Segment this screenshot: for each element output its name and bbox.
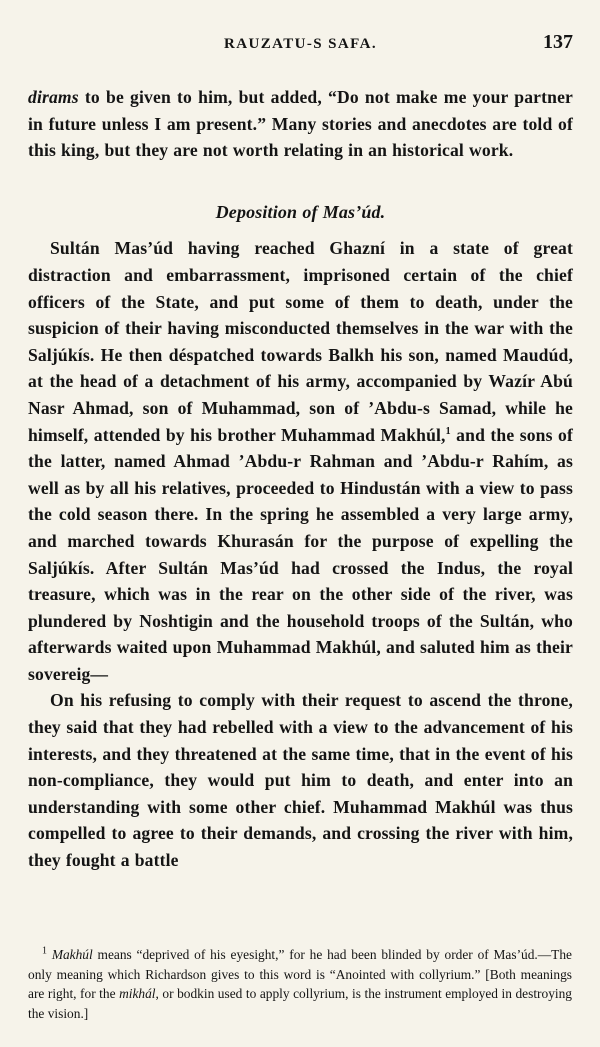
footnote-term-mikhal: mikhál [119,986,156,1002]
footnote-reference: 1 [445,425,451,437]
footnote [28,945,572,1023]
paragraph-continuation [28,84,573,164]
footnote-text [28,945,572,1023]
footnote-text-part2: , or bodkin used to apply collyrium, is the instrument employed in destroying the vision.] [28,986,572,1021]
footnote-term-makhul: Makhúl [51,947,93,962]
page-number: 137 [543,31,573,53]
paragraph-deposition-text-a: Sultán Mas’úd having reached Ghazní in a state of great distraction and embarrassment, imprisoned certain of the chief officers of the State, and put some of them to death, under the suspicion of their having misconducted themselves in the war with the Saljúkís. He then déspatched towards Balkh his son, named Maudúd, at the head of a detachment of his army, accompanied by Wazír Abú Nasr Ahmad, son of Muhammad, son of ’Abdu-s Samad, while he himself, attended by his brother Muhammad Makhúl, [28,238,573,445]
section-heading-text: Deposition of Mas’úd. [215,201,386,222]
paragraph-refusal: On his refusing to comply with their request to ascend the throne, they said that they had rebelled with a view to the advancement of his interests, and they threatened at the same time, that in the event of his non-compliance, they would put him to death, and enter into an understanding with some other chief. Muhammad Makhúl was thus compelled to agree to their demands, and crossing the river with him, they fought a battle [28,690,573,871]
footnote-marker: 1 [42,945,47,957]
main-text [28,84,573,874]
footnote-text-part1: means “deprived of his eyesight,” for he had been blinded by order of Mas’úd.—The only meaning which Richardson gives to this word is “Anointed with collyrium.” [Both meanings are right, for the [28,947,572,1002]
paragraph-deposition-text-b: and the sons of the latter, named Ahmad ’Abdu-r Rahman and ’Abdu-r Rahím, as well as by all his relatives, proceeded to Hindustán with a view to pass the cold season there. In the spring he assembled a very large army, and marched towards Khurasán for the purpose of expelling the Saljúkís. After Sultán Mas’úd had crossed the Indus, the royal treasure, which was in the rear on the other side of the river, was plundered by Noshtigin and the household troops of the Sultán, who afterwards waited upon Muhammad Makhúl, and saluted him as their sovereig— [28,424,573,684]
page-header [28,30,573,58]
paragraph-continuation-text: to be given to him, but added, “Do not make me your partner in future unless I am present.” Many stories and anecdotes are told of this king, but they are not worth relating in an historical work. [28,87,573,161]
section-heading [28,199,573,226]
running-head: RAUZATU-S SAFA. [224,36,377,52]
italic-term-dirams: dirams [28,87,79,107]
paragraph-deposition [28,235,573,687]
